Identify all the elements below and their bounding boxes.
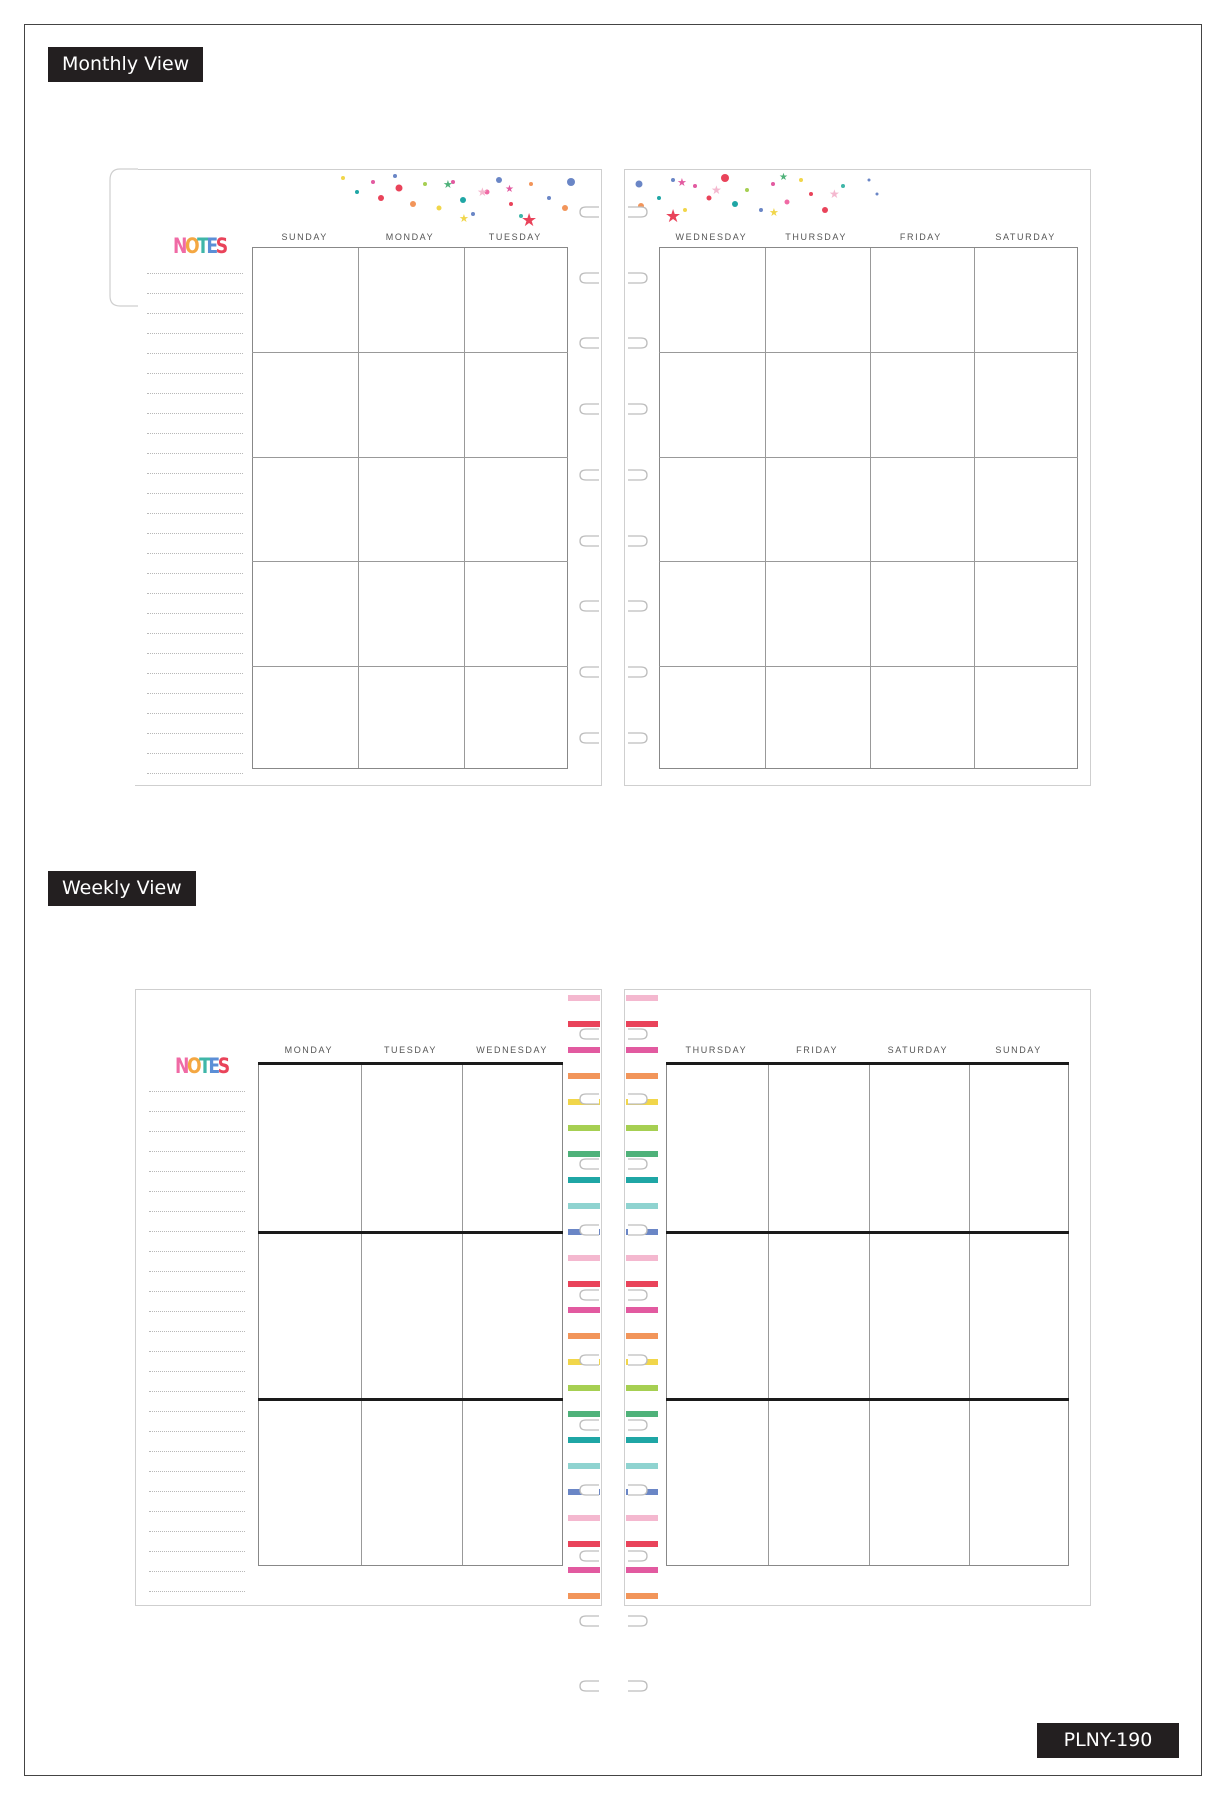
note-line [147, 613, 243, 614]
disc-ring-icon [627, 1025, 653, 1043]
disc-ring-icon [627, 1416, 653, 1434]
disc-ring-icon [574, 597, 600, 615]
rainbow-stripe [568, 1177, 600, 1183]
disc-ring-icon [627, 1221, 653, 1239]
rainbow-stripe [568, 1203, 600, 1209]
disc-ring-icon [627, 269, 653, 287]
disc-ring-icon [627, 1677, 653, 1695]
note-line [149, 1471, 245, 1472]
disc-ring-icon [574, 1025, 600, 1043]
disc-ring-icon [574, 1090, 600, 1108]
week-row-divider [258, 1398, 563, 1401]
disc-ring-icon [627, 1612, 653, 1630]
rainbow-stripe [626, 1203, 658, 1209]
note-line [147, 653, 243, 654]
rainbow-stripe [568, 1125, 600, 1131]
note-line [149, 1531, 245, 1532]
notes-letter: T [197, 234, 207, 258]
day-header: MONDAY [385, 232, 435, 242]
rainbow-stripe [626, 995, 658, 1001]
notes-letter: N [173, 234, 185, 258]
disc-ring-icon [627, 1090, 653, 1108]
week-row-divider [666, 1398, 1069, 1401]
rainbow-stripe [568, 1567, 600, 1573]
disc-ring-icon [574, 1677, 600, 1695]
monthly-left-calendar-grid [252, 247, 568, 769]
note-line [149, 1371, 245, 1372]
disc-ring-icon [574, 1351, 600, 1369]
disc-ring-icon [627, 203, 653, 221]
disc-ring-icon [627, 1351, 653, 1369]
rainbow-stripe [568, 1255, 600, 1261]
svg-text:★: ★ [677, 176, 687, 189]
svg-text:★: ★ [711, 183, 722, 197]
grid-column-line [969, 1063, 970, 1565]
svg-text:★: ★ [521, 210, 538, 230]
disc-ring-icon [627, 1547, 653, 1565]
disc-ring-icon [627, 729, 653, 747]
note-line [149, 1231, 245, 1232]
rainbow-stripe [626, 1333, 658, 1339]
grid-row-line [659, 352, 1078, 353]
rainbow-stripe [626, 1567, 658, 1573]
disc-ring-icon [574, 466, 600, 484]
note-line [149, 1111, 245, 1112]
notes-heading [175, 1056, 228, 1077]
grid-column-line [462, 1063, 463, 1565]
grid-column-line [358, 248, 359, 768]
rainbow-stripe [626, 1385, 658, 1391]
day-header: THURSDAY [785, 232, 847, 242]
rainbow-stripe [568, 1385, 600, 1391]
note-line [147, 773, 243, 774]
notes-letter: E [208, 1054, 218, 1078]
note-line [147, 733, 243, 734]
note-line [149, 1251, 245, 1252]
note-line [149, 1271, 245, 1272]
week-row-divider [666, 1062, 1069, 1065]
day-header: SUNDAY [995, 1045, 1042, 1055]
rainbow-stripe [626, 1073, 658, 1079]
day-header: MONDAY [284, 1045, 334, 1055]
grid-row-line [659, 457, 1078, 458]
grid-column-line [870, 248, 871, 768]
note-line [149, 1191, 245, 1192]
note-line [147, 673, 243, 674]
note-line [147, 413, 243, 414]
disc-ring-icon [574, 1286, 600, 1304]
day-header: SATURDAY [995, 232, 1056, 242]
day-header: THURSDAY [685, 1045, 748, 1055]
confetti-stars-icon [335, 170, 595, 230]
rainbow-stripe [626, 1307, 658, 1313]
disc-ring-icon [574, 1416, 600, 1434]
disc-ring-icon [574, 400, 600, 418]
grid-column-line [869, 1063, 870, 1565]
disc-ring-icon [574, 1481, 600, 1499]
note-line [149, 1571, 245, 1572]
monthly-right-page [624, 169, 1091, 786]
note-line [147, 693, 243, 694]
rainbow-stripe [626, 1125, 658, 1131]
week-row-divider [258, 1062, 563, 1065]
note-line [147, 473, 243, 474]
rainbow-stripe [626, 1593, 658, 1599]
weekly-right-calendar-grid [666, 1063, 1069, 1566]
note-line [147, 393, 243, 394]
disc-ring-icon [627, 334, 653, 352]
day-header: SATURDAY [887, 1045, 949, 1055]
note-line [147, 533, 243, 534]
grid-row-line [252, 666, 568, 667]
svg-text:★: ★ [459, 212, 469, 225]
note-line [147, 573, 243, 574]
notes-letter: T [199, 1054, 209, 1078]
grid-row-line [659, 666, 1078, 667]
grid-column-line [464, 248, 465, 768]
notes-letter: S [215, 234, 226, 258]
rainbow-stripe [568, 1047, 600, 1053]
note-line [149, 1291, 245, 1292]
svg-text:★: ★ [443, 178, 453, 191]
week-row-divider [258, 1231, 563, 1234]
note-line [147, 373, 243, 374]
note-line [149, 1351, 245, 1352]
disc-ring-icon [627, 466, 653, 484]
note-line [147, 553, 243, 554]
note-line [149, 1431, 245, 1432]
note-line [149, 1091, 245, 1092]
confetti-stars-icon [633, 170, 893, 230]
grid-column-line [361, 1063, 362, 1565]
monthly-view-label: Monthly View [48, 47, 203, 82]
day-header: FRIDAY [796, 1045, 839, 1055]
grid-column-line [768, 1063, 769, 1565]
day-header: WEDNESDAY [675, 232, 748, 242]
rainbow-stripe [626, 1255, 658, 1261]
disc-ring-icon [574, 1547, 600, 1565]
disc-ring-icon [574, 334, 600, 352]
weekly-view-label: Weekly View [48, 871, 196, 906]
note-line [149, 1551, 245, 1552]
rainbow-stripe [568, 995, 600, 1001]
note-line [149, 1511, 245, 1512]
grid-column-line [765, 248, 766, 768]
rainbow-stripe [568, 1593, 600, 1599]
note-line [147, 493, 243, 494]
disc-ring-icon [627, 1481, 653, 1499]
rainbow-stripe [626, 1047, 658, 1053]
day-header: SUNDAY [281, 232, 328, 242]
notes-letter: S [217, 1054, 228, 1078]
day-header: WEDNESDAY [476, 1045, 549, 1055]
grid-column-line [974, 248, 975, 768]
note-line [149, 1151, 245, 1152]
weekly-left-calendar-grid [258, 1063, 563, 1566]
disc-ring-icon [627, 1286, 653, 1304]
disc-ring-icon [627, 1155, 653, 1173]
week-row-divider [666, 1231, 1069, 1234]
disc-ring-icon [627, 532, 653, 550]
monthly-left-page [135, 169, 602, 786]
rainbow-stripe [568, 1307, 600, 1313]
svg-text:★: ★ [779, 172, 788, 183]
note-line [147, 453, 243, 454]
notes-letter: O [186, 1054, 200, 1078]
notes-heading [173, 236, 226, 257]
divider-tab-shape [108, 168, 138, 308]
svg-text:★: ★ [665, 206, 682, 227]
grid-row-line [252, 457, 568, 458]
disc-ring-icon [627, 400, 653, 418]
note-line [147, 273, 243, 274]
svg-text:★: ★ [477, 185, 488, 199]
disc-ring-icon [574, 1221, 600, 1239]
note-line [149, 1131, 245, 1132]
notes-letter: N [175, 1054, 187, 1078]
day-header: TUESDAY [488, 232, 542, 242]
weekly-left-page [135, 989, 602, 1606]
disc-ring-icon [574, 663, 600, 681]
product-code: PLNY-190 [1037, 1723, 1179, 1758]
disc-ring-icon [574, 729, 600, 747]
note-line [149, 1391, 245, 1392]
rainbow-stripe [568, 1515, 600, 1521]
notes-letter: E [206, 234, 216, 258]
svg-text:★: ★ [505, 184, 514, 195]
rainbow-stripe [626, 1177, 658, 1183]
note-line [147, 353, 243, 354]
note-line [149, 1171, 245, 1172]
rainbow-stripe [568, 1333, 600, 1339]
svg-text:★: ★ [769, 206, 779, 219]
note-line [147, 513, 243, 514]
disc-ring-icon [627, 597, 653, 615]
rainbow-stripe [626, 1437, 658, 1443]
disc-ring-icon [574, 532, 600, 550]
note-line [149, 1491, 245, 1492]
rainbow-stripe [626, 1463, 658, 1469]
note-line [149, 1591, 245, 1592]
note-line [149, 1211, 245, 1212]
day-header: FRIDAY [899, 232, 942, 242]
notes-letter: O [184, 234, 198, 258]
monthly-right-calendar-grid [659, 247, 1078, 769]
svg-text:★: ★ [829, 187, 840, 201]
weekly-right-page [624, 989, 1091, 1606]
note-line [147, 433, 243, 434]
note-line [147, 753, 243, 754]
rainbow-stripe [626, 1515, 658, 1521]
rainbow-stripe [568, 1437, 600, 1443]
rainbow-stripe [568, 1463, 600, 1469]
note-line [149, 1451, 245, 1452]
note-line [147, 313, 243, 314]
note-line [149, 1311, 245, 1312]
note-line [149, 1331, 245, 1332]
note-line [149, 1411, 245, 1412]
note-line [147, 633, 243, 634]
note-line [147, 713, 243, 714]
grid-row-line [252, 352, 568, 353]
disc-ring-icon [574, 203, 600, 221]
day-header: TUESDAY [383, 1045, 437, 1055]
rainbow-stripe [568, 1073, 600, 1079]
disc-ring-icon [574, 269, 600, 287]
note-line [147, 333, 243, 334]
disc-ring-icon [574, 1612, 600, 1630]
grid-row-line [659, 561, 1078, 562]
grid-row-line [252, 561, 568, 562]
note-line [147, 293, 243, 294]
disc-ring-icon [574, 1155, 600, 1173]
disc-ring-icon [627, 663, 653, 681]
note-line [147, 593, 243, 594]
